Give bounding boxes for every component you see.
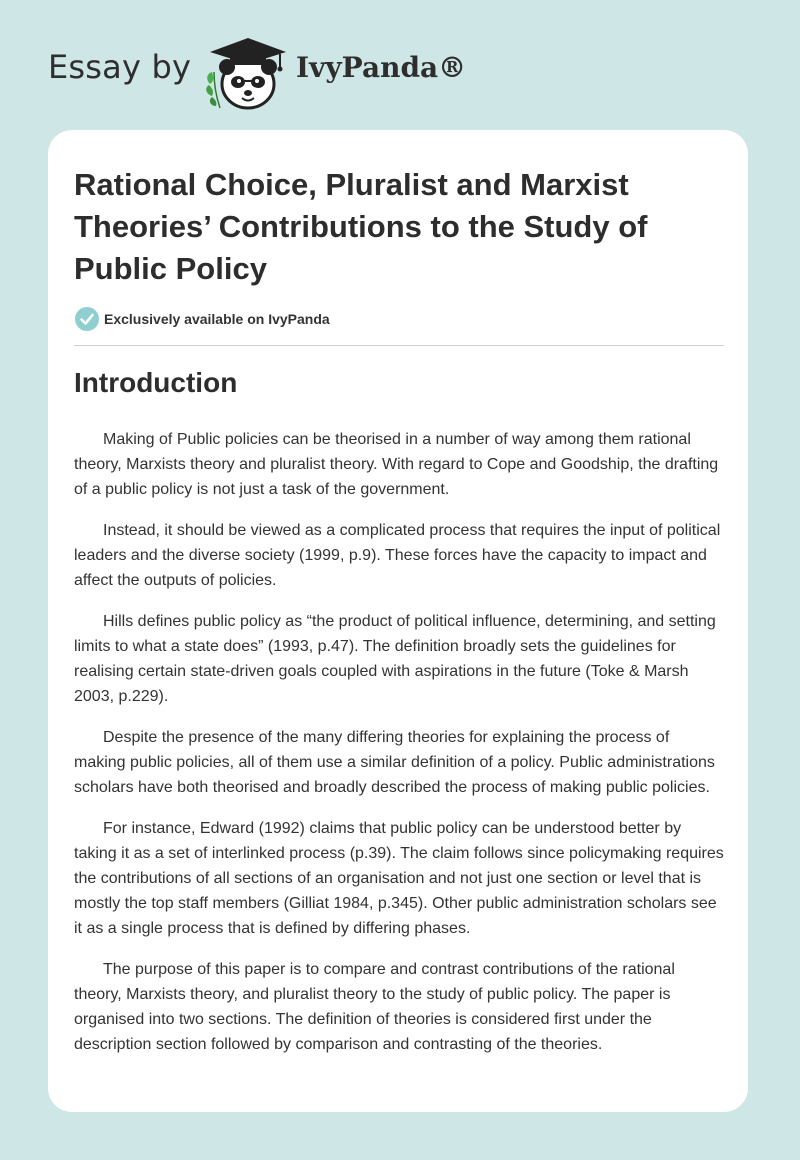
divider (74, 345, 724, 346)
paragraph: Hills defines public policy as “the product of political influence, determining, and setting limits to what a state does” (1993, p.47). The definition broadly sets the guidelines for realising certain state-driven goals coupled with aspirations in the future (Toke & Marsh 2003, p.229). (74, 613, 716, 705)
paragraph: Instead, it should be viewed as a complicated process that requires the input of political leaders and the diverse society (1999, p.9). These forces have the capacity to impact and affect the outputs of policies. (74, 522, 721, 589)
brand-name[interactable]: IvyPanda® (296, 51, 467, 84)
exclusive-badge (74, 306, 330, 332)
paragraph: Making of Public policies can be theorised in a number of way among them rational theory, Marxists theory and pluralist theory. With regard to Cope and Goodship, the drafting of a public policy is not just a task of the government. (74, 431, 719, 498)
article-body (74, 427, 724, 1073)
paragraph: For instance, Edward (1992) claims that public policy can be understood better by taking it as a set of interlinked process (p.39). The claim follows since policymaking requires the contributions of all sections of an organisation and not just one section or level that is mostly the top staff members (Gilliat 1984, p.345). Other public administration scholars see it as a single process that is defined by differing phases. (74, 820, 724, 937)
panda-logo-icon[interactable] (200, 34, 292, 114)
article-title: Rational Choice, Pluralist and Marxist Theories’ Contributions to the Study of Public Policy (74, 167, 648, 286)
article-card (48, 130, 748, 1112)
essay-by-label: Essay by (48, 48, 192, 86)
badge-label: Exclusively available on IvyPanda (104, 311, 330, 327)
paragraph: Despite the presence of the many differing theories for explaining the process of making public policies, all of them use a similar definition of a policy. Public administrations scholars have both theorised and broadly described the process of making public policies. (74, 729, 715, 796)
paragraph: The purpose of this paper is to compare and contrast contributions of the rational theory, Marxists theory, and pluralist theory to the study of public policy. The paper is organised into two sections. The definition of theories is considered first under the description section followed by comparison and contrasting of the theories. (74, 961, 675, 1053)
site-header (0, 0, 800, 130)
check-circle-icon (74, 306, 100, 332)
section-heading: Introduction (74, 367, 238, 398)
